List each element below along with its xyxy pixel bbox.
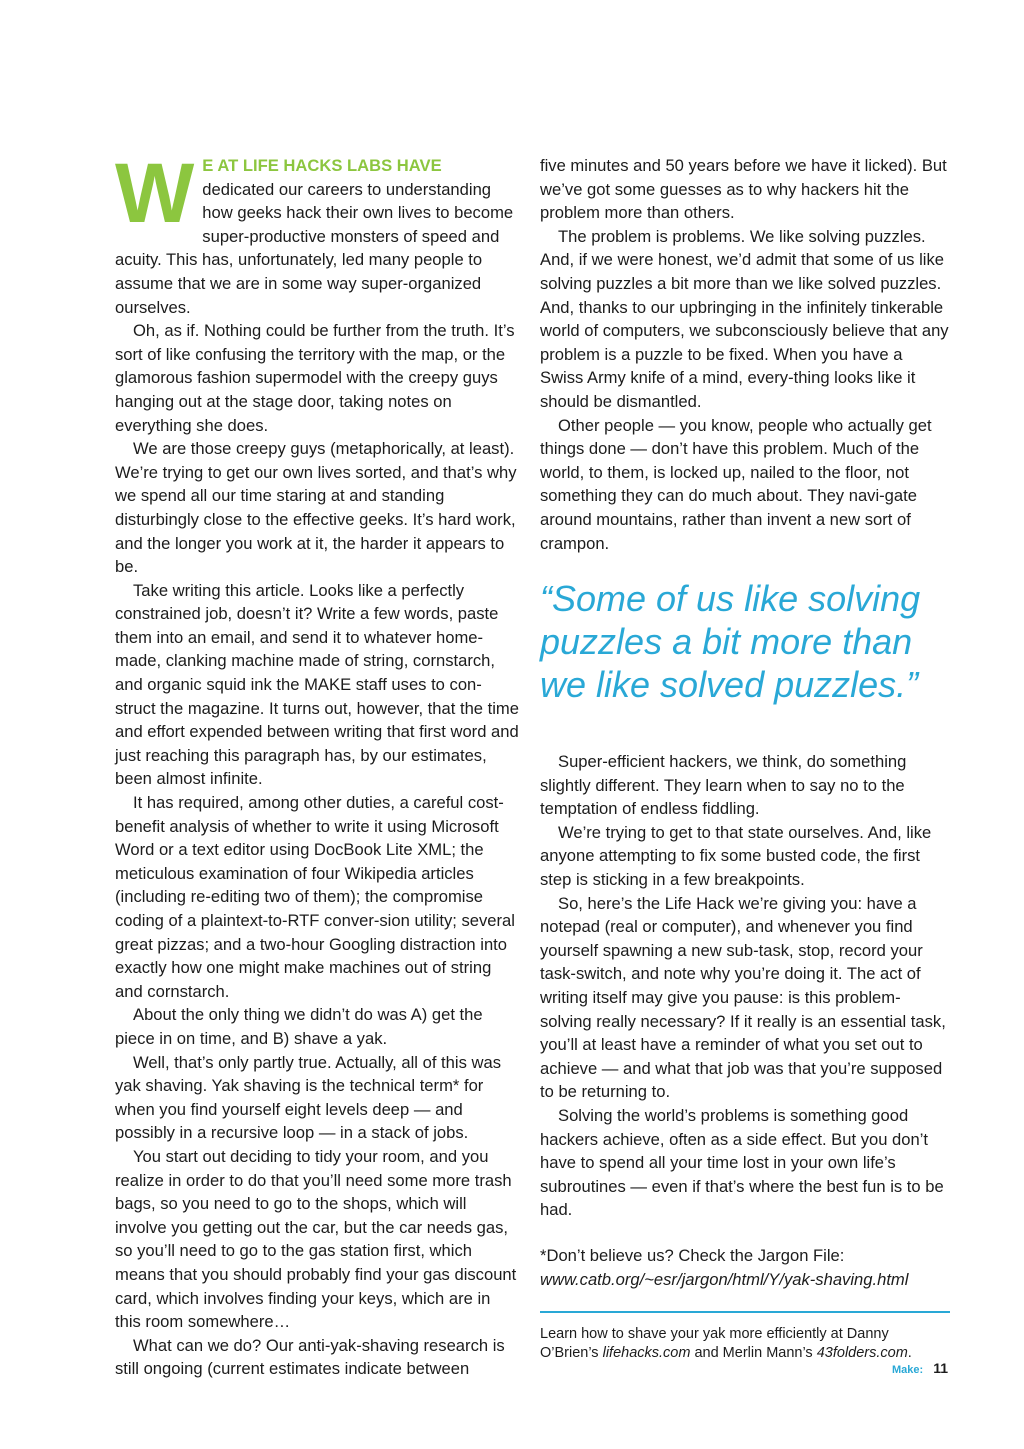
body-paragraph: We are those creepy guys (metaphorically, at least). We’re trying to get our own lives sorted, and that’s why we spend all our time staring at and standing disturbingly close to the effective geeks. It’s hard work, and the longer you work at it, the harder it appears to be.: [115, 439, 517, 577]
right-paragraphs-b: [540, 750, 950, 1222]
continued-paragraph: five minutes and 50 years before we have it licked). But we’ve got some guesses as to why hackers hit the problem more than others.: [540, 156, 947, 223]
opening-text: dedicated our careers to understanding how geeks hack their own lives to become super-productive monsters of speed and acuity. This has, unfortunately, led many people to assume that we are in some way super-organized ourselves.: [115, 179, 514, 317]
spacer: [540, 1222, 950, 1244]
right-column: [540, 154, 950, 1363]
body-paragraph: The problem is problems. We like solving puzzles. And, if we were honest, we’d admit that some of us like solving puzzles a bit more than we like solved puzzles. And, thanks to our upbringing in the infinitely tinkerable world of computers, we subconsciously believe that any problem is a puzzle to be fixed. When you have a Swiss Army knife of a mind, every-thing looks like it should be dismantled.: [540, 226, 949, 411]
body-paragraph: Take writing this article. Looks like a perfectly constrained job, doesn’t it? Write a few words, paste them into an email, and send it to whatever home-made, clanking machine made of string, cornstarch, and organic squid ink the MAKE staff uses to con-struct the magazine. It turns out, however, that the time and effort expended between writing that first word and just reaching this paragraph has, by our estimates, been almost infinite.: [115, 580, 519, 789]
right-paragraphs-a: [540, 225, 950, 555]
credit-text-end: .: [907, 1345, 912, 1362]
page-footer: [892, 1360, 948, 1376]
footnote-url[interactable]: www.catb.org/~esr/jargon/html/Y/yak-shaving.html: [540, 1269, 909, 1289]
body-paragraph: Well, that’s only partly true. Actually, all of this was yak shaving. Yak shaving is the technical term* for when you find yourself eight levels deep — and possibly in a recursive loop — in a stack of jobs.: [115, 1052, 501, 1143]
footnote: [540, 1244, 950, 1291]
body-paragraph: It has required, among other duties, a careful cost-benefit analysis of whether to write it using Microsoft Word or a text editor using DocBook Lite XML; the meticulous examination of four Wikipedia articles (including re-editing two of them); the compromise coding of a plaintext-to-RTF conver-sion utility; several great pizzas; and a two-hour Googling distraction into exactly how one might make machines out of string and cornstarch.: [115, 793, 515, 1001]
credit-text-mid: and Merlin Mann’s: [690, 1345, 817, 1362]
author-credit: [540, 1325, 950, 1363]
left-column: [115, 146, 520, 1381]
footnote-text: *Don’t believe us? Check the Jargon File:: [540, 1245, 845, 1265]
page-number: 11: [933, 1360, 948, 1376]
body-paragraph: Other people — you know, people who actually get things done — don’t have this problem. Much of the world, to them, is locked up, nailed to the floor, not something they can do much about. They navi-gate around mountains, rather than invent a new sort of crampon.: [540, 415, 932, 553]
drop-cap: W: [115, 146, 195, 240]
link-lifehacks[interactable]: lifehacks.com: [602, 1345, 691, 1362]
brand-logo: Make:: [892, 1364, 924, 1376]
body-paragraph: We’re trying to get to that state ourselves. And, like anyone attempting to fix some busted code, the first step is sticking in a few breakpoints.: [540, 822, 932, 890]
lead-in: E AT LIFE HACKS LABS HAVE: [202, 156, 442, 175]
link-43folders[interactable]: 43folders.com: [816, 1345, 908, 1362]
body-paragraph: Solving the world’s problems is something good hackers achieve, often as a side effect. But you don’t have to spend all your time lost in your own life’s subroutines — even if that’s where the best fun is to be had.: [540, 1106, 944, 1220]
credit-text: Learn how to shave your yak more efficiently at Danny O’Brien’s: [540, 1326, 889, 1362]
divider-rule: [540, 1311, 950, 1313]
pull-quote: “Some of us like solving puzzles a bit more than we like solved puzzles.”: [540, 578, 921, 706]
body-paragraph: Super-efficient hackers, we think, do something slightly different. They learn when to say no to the temptation of endless fiddling.: [540, 752, 907, 819]
body-paragraph: You start out deciding to tidy your room, and you realize in order to do that you’ll need some more trash bags, so you need to go to the shops, which will involve you getting out the car, but the car needs gas, so you’ll need to go to the gas station first, which means that you should probably find your gas discount card, which involves finding your keys, which are in this room somewhere…: [115, 1146, 517, 1332]
opening-paragraph: [115, 146, 520, 319]
body-paragraph: So, here’s the Life Hack we’re giving you: have a notepad (real or computer), and whenever you find yourself spawning a new sub-task, stop, record your task-switch, and note why you’re doing it. The act of writing itself may give you pause: is this problem-solving really necessary? If it really is an essential task, you’ll at least have a reminder of what you set out to achieve — and what that job was that you’re supposed to be returning to.: [540, 893, 946, 1102]
body-paragraph: About the only thing we didn’t do was A) get the piece in on time, and B) shave a yak.: [115, 1005, 483, 1048]
left-paragraphs: [115, 319, 520, 1381]
body-paragraph: Oh, as if. Nothing could be further from the truth. It’s sort of like confusing the territory with the map, or the glamorous fashion supermodel with the creepy guys hanging out at the stage door, taking notes on everything she does.: [115, 321, 515, 435]
body-paragraph: What can we do? Our anti-yak-shaving research is still ongoing (current estimates indicate between: [115, 1335, 505, 1379]
